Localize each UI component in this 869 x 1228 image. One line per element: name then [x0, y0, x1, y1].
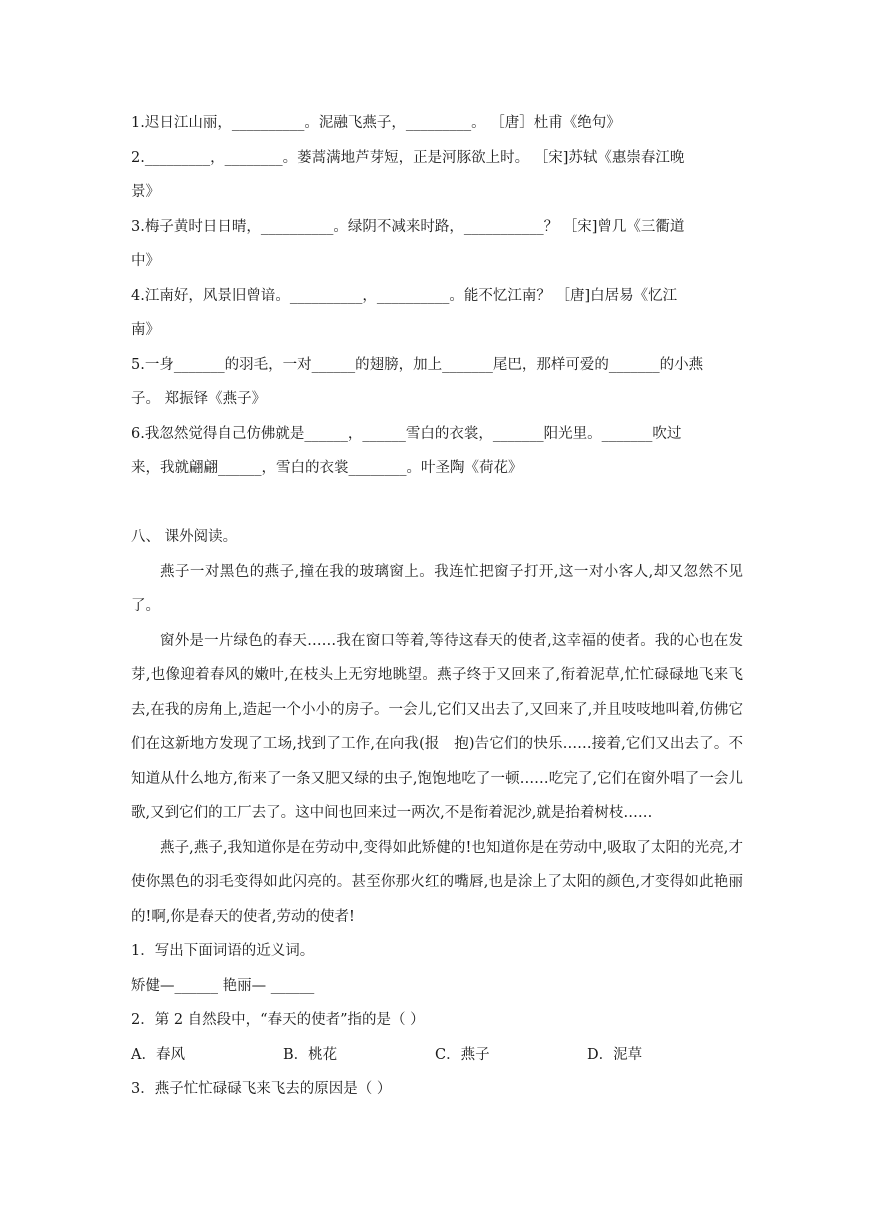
- poem-line-4: 3.梅子黄时日日晴，__________。绿阴不减来时路，___________？ ［宋]曾几《三衢道: [131, 218, 685, 235]
- poem-line-1: 1.迟日江山丽，__________。泥融飞燕子，_________。 ［唐］杜甫《绝句》: [131, 115, 621, 131]
- option-a: A．春风: [131, 1046, 185, 1063]
- passage-paragraph-2: 窗外是一片绿色的春天……我在窗口等着,等待这春天的使者,这幸福的使者。我的心也在发芽,也像迎着春风的嫩叶,在枝头上无穷地眺望。燕子终于又回来了,衔着泥草,忙忙碌碌地飞来飞去,在我的房角上,造起一个小小的房子。一会儿,它们又出去了,又回来了,并且吱吱地叫着,仿佛它们在这新地方发现了工场,找到了工作,在向我(报 抱)告它们的快乐……接着,它们又出去了。不知道从什么地方,衔来了一条又肥又绿的虫子,饱饱地吃了一顿……吃完了,它们在窗外唱了一会儿歌,又到它们的工厂去了。这中间也回来过一两次,不是衔着泥沙,就是抬着树枝……: [131, 632, 743, 821]
- question-2-options: [131, 1038, 743, 1073]
- poem-fill-in-section: [131, 106, 743, 486]
- question-3: 3．燕子忙忙碌碌飞来飞去的原因是（ ）: [131, 1081, 392, 1097]
- option-d: D．泥草: [587, 1046, 643, 1063]
- poem-line-7: 南》: [131, 322, 160, 338]
- poem-line-3: 景》: [131, 184, 160, 200]
- reading-passage: [131, 555, 743, 935]
- poem-line-2: 2._________，________。蒌蒿满地芦芽短，正是河豚欲上时。 ［宋]苏轼《惠崇春江晚: [131, 149, 685, 166]
- section-title: 八、 课外阅读。: [131, 529, 238, 545]
- option-b: B．桃花: [283, 1046, 338, 1063]
- question-2: 2．第 2 自然段中，“春天的使者”指的是（ ）: [131, 1012, 425, 1028]
- worksheet-page: [131, 106, 743, 1107]
- poem-line-11: 来，我就翩翩______，雪白的衣裳________。叶圣陶《荷花》: [131, 460, 523, 476]
- poem-line-10: 6.我忽然觉得自己仿佛就是______，______雪白的衣裳，_______阳光里。_______吹过: [131, 425, 682, 442]
- question-1: 1．写出下面词语的近义词。: [131, 943, 315, 959]
- poem-line-6: 4.江南好，风景旧曾谙。__________，__________。能不忆江南？ ［唐]白居易《忆江: [131, 287, 678, 304]
- poem-line-8: 5.一身_______的羽毛，一对______的翅膀，加上_______尾巴，那样可爱的_______的小燕: [131, 356, 704, 373]
- poem-line-9: 子。 郑振铎《燕子》: [131, 391, 267, 407]
- question-1-words: 矫健—______ 艳丽— ______: [131, 977, 315, 994]
- section-spacer: [131, 486, 743, 521]
- passage-paragraph-3: 燕子,燕子,我知道你是在劳动中,变得如此矫健的!也知道你是在劳动中,吸取了太阳的光亮,才使你黑色的羽毛变得如此闪亮的。甚至你那火红的嘴唇,也是涂上了太阳的颜色,才变得如此艳丽的!啊,你是春天的使者,劳动的使者!: [131, 839, 743, 925]
- poem-line-5: 中》: [131, 253, 160, 269]
- questions-section: [131, 934, 743, 1107]
- passage-paragraph-1: 燕子一对黑色的燕子,撞在我的玻璃窗上。我连忙把窗子打开,这一对小客人,却又忽然不见了。: [131, 563, 743, 614]
- option-c: C．燕子: [435, 1046, 490, 1063]
